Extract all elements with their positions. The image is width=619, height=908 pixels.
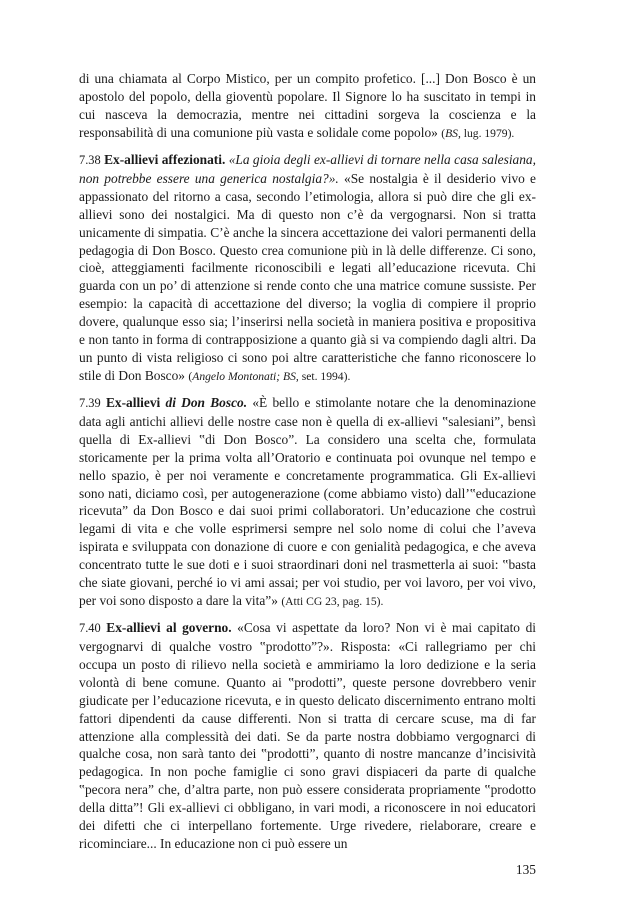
citation: (BS, lug. 1979). xyxy=(441,126,515,140)
section-title: Ex-allievi di Don Bosco. xyxy=(105,395,248,411)
citation: (Angelo Montonati; BS, set. 1994). xyxy=(188,369,351,383)
section-number: 7.39 xyxy=(79,396,101,411)
paragraph-body: «È bello e stimolante notare che la denominazione data agli antichi allievi delle nostre case non è quella di ex-allievi ‟salesiani”, bensì quella di Ex-allievi ‟di Don Bosco”. La considero una scelta che, formulata storicamente per la prima volta all’Oratorio e continuata poi ovunque nel tempo e nello spazio, è per noi veramente e concretamente programmatica. Gli Ex-allievi sono nati, diciamo così, per autogenerazione (come abbiamo visto) dall’‟educazione ricevuta” da Don Bosco e dai suoi primi collaboratori. Un’educazione che costruì legami di vita e che volle esprimersi sempre nel solo nome di colui che l’aveva ispirata e sviluppata con donazione di cuore e con genialità pedagogica, e che aveva concentrato tutte le sue doti e i suoi straordinari doni nel trasmetterla ai suoi: ‟basta che siate giovani, perché io vi ami assai; per voi studio, per voi lavoro, per voi vivo, per voi sono disposto a dare la vita”» xyxy=(79,395,536,608)
section-title: Ex-allievi al governo. xyxy=(106,620,232,636)
paragraph-body: di una chiamata al Corpo Mistico, per un compito profetico. [...] Don Bosco è un apostolo del popolo, della gioventù popolare. Il Signore lo ha suscitato in tempi in cui nasceva la democrazia, mentre nei cittadini sorgeva la coscienza e la responsabilità di una comunione più vasta e solidale come popolo» xyxy=(79,71,536,140)
section-number: 7.38 xyxy=(79,153,101,168)
section-title: Ex-allievi affezionati. xyxy=(104,152,226,168)
section-7-40 xyxy=(79,619,536,852)
section-question: «La gioia degli ex-allievi di tornare nella casa salesiana, non potrebbe essere una generica nostalgia?». xyxy=(79,152,536,187)
paragraph-body: «Cosa vi aspettate da loro? Non vi è mai capitato di vergognarvi di qualche vostro ‟prodotto”?». Risposta: «Ci rallegriamo per chi occupa un posto di rilievo nella società e ammiriamo la loro dedizione e la seria volontà di bene comune. Quanto ai ‟prodotti”, queste persone dovrebbero venir giudicate per l’educazione ricevuta, e in questo delicato discernimento entrano molti fattori dipendenti da cause differenti. Non si tratta di cercare scuse, ma di far attenzione alla complessità dei dati. Se da parte nostra dobbiamo vergognarci di qualche cosa, non sarà tanto dei ‟prodotti”, quanto di nostre mancanze d’incisività pedagogica. In non poche famiglie ci sono gravi dispiaceri da parte di qualche ‟pecora nera” che, d’altra parte, non può essere considerata propriamente ‟prodotto della ditta”! Gli ex-allievi ci obbligano, in vari modi, a riconoscere in noi educatori dei difetti che ci interpellano fortemente. Urge rivedere, rielaborare, creare e ricominciare... In educazione non ci può essere un xyxy=(79,620,536,851)
section-number: 7.40 xyxy=(79,621,101,636)
paragraph-body: «Se nostalgia è il desiderio vivo e appassionato del ritorno a casa, secondo l’etimologia, allora si può dire che gli ex-allievi sono dei nostalgici. Ma di questo non c’è da vergognarsi. Non si tratta unicamente di simpatia. C’è anche la sincera accettazione dei valori permanenti della pedagogia di Don Bosco. Questo crea comunione più in là delle differenze. Ci sono, cioè, atteggiamenti facilmente riconoscibili e legati all’educazione ricevuta. Chi guarda con un po’ di attenzione si rende conto che una matrice comune sussiste. Per esempio: la capacità di accettazione del diverso; la voglia di compiere il proprio dovere, qualunque esso sia; l’inserirsi nella società in maniera positiva e propositiva e non tanto in forma di contrapposizione a quanto già si va compiendo dagli altri. Da un punto di vista religioso ci sono poi altre caratteristiche che fanno riconoscere lo stile di Don Bosco» xyxy=(79,171,536,383)
page-number: 135 xyxy=(515,862,536,877)
citation: (Atti CG 23, pag. 15). xyxy=(281,594,384,608)
section-7-39 xyxy=(79,394,536,610)
citation-source: Angelo Montonati; BS, xyxy=(192,369,299,383)
citation-source: BS, xyxy=(445,126,461,140)
paragraph-continuation xyxy=(79,70,536,142)
page-text xyxy=(79,70,536,852)
section-7-38 xyxy=(79,151,536,385)
